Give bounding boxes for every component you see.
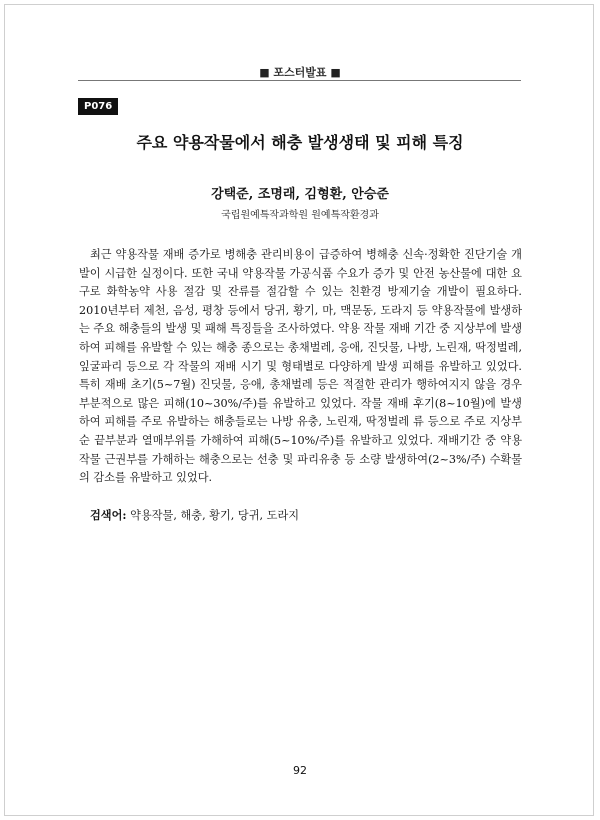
authors: 강택준, 조명래, 김형환, 안승준 xyxy=(211,187,389,202)
keywords-label: 검색어: xyxy=(90,508,127,522)
poster-id-badge: P076 xyxy=(78,98,118,115)
page-number: 92 xyxy=(293,764,307,777)
abstract xyxy=(79,246,522,488)
abstract-paragraph: 최근 약용작물 재배 증가로 병해충 관리비용이 급증하여 병해충 신속·정확한 진단기술 개발이 시급한 실정이다. 또한 국내 약용작물 가공식품 수요가 증가 및 안전 농산물에 대한 요구로 화학농약 사용 절감 및 잔류를 절감할 수 있는 친환경 방제기술 개발이 필요하다. 2010년부터 제천, 음성, 평창 등에서 당귀, 황기, 마, 맥문동, 도라지 등 약용작물에 발생하는 주요 해충들의 발생 및 패해 특징들을 조사하였다. 약용 작물 재배 기간 중 지상부에 발생하여 피해를 유발할 수 있는 해충 종으로는 총채벌레, 응애, 진딧물, 나방, 노린재, 딱정벌레, 잎굴파리 등으로 각 작물의 재배 시기 및 형태별로 다양하게 발생 피해를 유발하고 있었다. 특히 재배 초기(5~7월) 진딧물, 응애, 총채벌레 등은 적절한 관리가 행하여지지 않을 경우 부분적으로 많은 피해(10~30%/주)를 유발하고 있었다. 작물 재배 후기(8~10월)에 발생하여 피해를 주로 유발하는 해충들로는 나방 유충, 노린재, 딱정벌레 류 등으로 주로 지상부 순 끝부분과 열매부위를 가해하여 피해(5~10%/주)를 유발하고 있었다. 재배기간 중 약용작물 근권부를 가해하는 해충으로는 선충 및 파리유충 등 소량 발생하여(2~3%/주) 수확물의 감소를 유발하고 있었다. xyxy=(79,248,522,485)
section-header: ■ 포스터발표 ■ xyxy=(259,66,341,79)
paper-title: 주요 약용작물에서 해충 발생생태 및 피해 특징 xyxy=(136,133,464,152)
header-rule xyxy=(78,80,521,81)
keywords-value: 약용작물, 해충, 황기, 당귀, 도라지 xyxy=(126,509,300,522)
affiliation: 국립원예특작과학원 원예특작환경과 xyxy=(221,210,379,221)
keywords xyxy=(90,507,520,524)
